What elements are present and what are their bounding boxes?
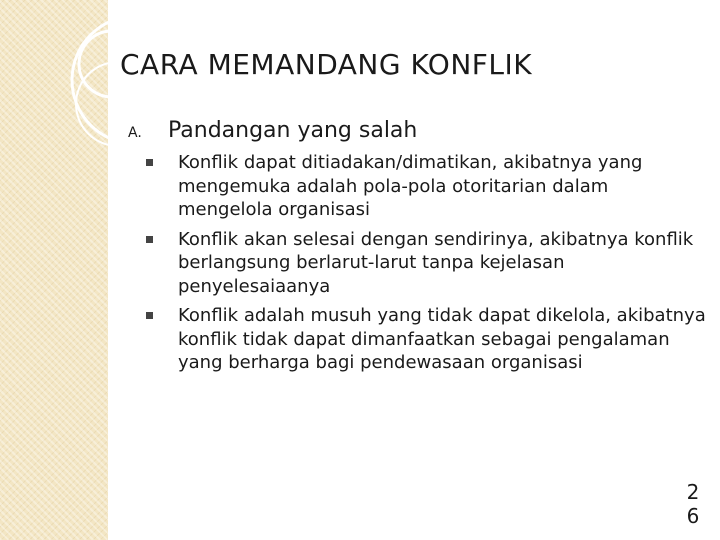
content-section — [128, 118, 708, 381]
bullet-item — [128, 304, 708, 375]
square-bullet-icon — [146, 159, 153, 166]
section-heading — [128, 118, 708, 143]
bullet-list — [128, 151, 708, 375]
bullet-item — [128, 228, 708, 299]
bullet-text: Konflik akan selesai dengan sendirinya, akibatnya konflik berlangsung berlarut-larut tanpa kejelasan penyelesaiaanya — [178, 228, 694, 297]
bullet-text: Konflik adalah musuh yang tidak dapat dikelola, akibatnya konflik tidak dapat dimanfaatkan sebagai pengalaman yang berharga bagi pendewasaan organisasi — [178, 305, 706, 373]
page-number: 26 — [686, 480, 700, 528]
square-bullet-icon — [146, 312, 153, 319]
bullet-text: Konflik dapat ditiadakan/dimatikan, akibatnya yang mengemuka adalah pola-pola otoritarian dalam mengelola organisasi — [178, 152, 643, 220]
bullet-item — [128, 151, 708, 222]
section-title: Pandangan yang salah — [168, 118, 418, 143]
section-letter: A. — [128, 125, 142, 141]
slide-title: CARA MEMANDANG KONFLIK — [120, 48, 533, 81]
square-bullet-icon — [146, 236, 153, 243]
